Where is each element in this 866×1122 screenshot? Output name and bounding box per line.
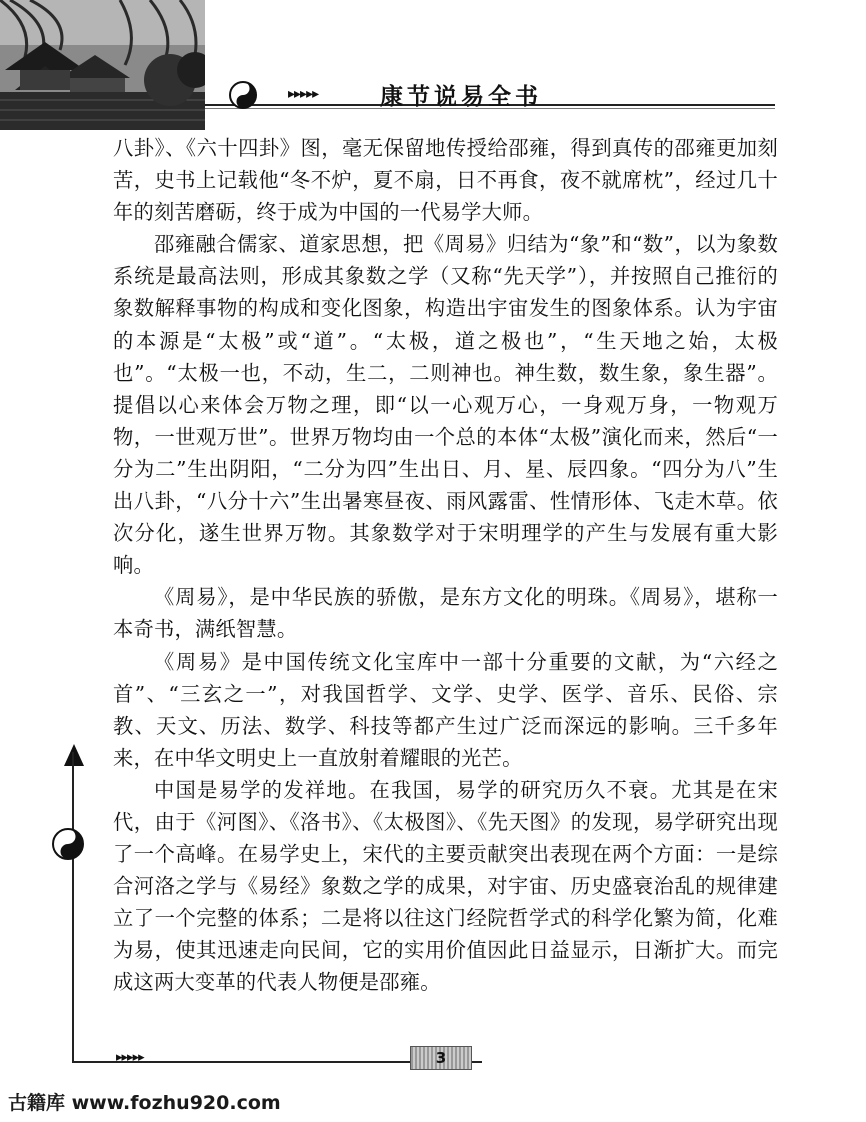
paragraph-2: 邵雍融合儒家、道家思想，把《周易》归结为“象”和“数”，以为象数系统是最高法则，形成其象数之学（又称“先天学”），并按照自己推衍的象数解释事物的构成和变化图象，构造出宇宙发生的图象体系。认为宇宙的本源是“太极”或“道”。“太极，道之极也”，“生天地之始，太极也”。“太极一也，不动，生二，二则神也。神生数，数生象，象生器”。提倡以心来体会万物之理，即“以一心观万心，一身观万身，一物观万物，一世观万世”。世界万物均由一个总的本体“太极”演化而来，然后“一分为二”生出阴阳，“二分为四”生出日、月、星、辰四象。“四分为八”生出八卦，“八分十六”生出暑寒昼夜、雨风露雷、性情形体、飞走木草。依次分化，遂生世界万物。其象数学对于宋明理学的产生与发展有重大影响。: [113, 232, 778, 578]
yin-yang-icon: [50, 826, 86, 862]
page-body: [113, 132, 778, 999]
footer-arrows: ▸▸▸▸▸: [116, 1050, 144, 1065]
paragraph-1: 八卦》、《六十四卦》图，毫无保留地传授给邵雍，得到真传的邵雍更加刻苦，史书上记载他“冬不炉，夏不扇，日不再食，夜不就席枕”，经过几十年的刻苦磨砺，终于成为中国的一代易学大师。: [113, 136, 778, 225]
running-head-title: 康节说易全书: [380, 84, 542, 110]
triangle-marker-icon: [64, 744, 84, 766]
paragraph-4: 《周易》是中国传统文化宝库中一部十分重要的文献，为“六经之首”、“三玄之一”，对我国哲学、文学、史学、医学、音乐、民俗、宗教、天文、历法、数学、科技等都产生过广泛而深远的影响。三千多年来，在中华文明史上一直放射着耀眼的光芒。: [113, 649, 778, 770]
pavilion-photo-icon: [0, 0, 205, 130]
watermark: 古籍库 www.fozhu920.com: [8, 1092, 281, 1114]
yin-yang-icon: [228, 80, 258, 110]
header-photo: [0, 0, 205, 130]
page-number: 3: [410, 1046, 472, 1070]
paragraph-5: 中国是易学的发祥地。在我国，易学的研究历久不衰。尤其是在宋代，由于《河图》、《洛书》、《太极图》、《先天图》的发现，易学研究出现了一个高峰。在易学史上，宋代的主要贡献突出表现在两个方面：一是综合河洛之学与《易经》象数之学的成果，对宇宙、历史盛衰治乱的规律建立了一个完整的体系；二是将以往这门经院哲学式的科学化繁为简，化难为易，使其迅速走向民间，它的实用价值因此日益显示，日渐扩大。而完成这两大变革的代表人物便是邵雍。: [113, 777, 778, 995]
margin-rule: [72, 752, 74, 1062]
paragraph-3: 《周易》，是中华民族的骄傲，是东方文化的明珠。《周易》，堪称一本奇书，满纸智慧。: [113, 585, 778, 642]
header-arrows: ▸▸▸▸▸: [288, 86, 319, 102]
